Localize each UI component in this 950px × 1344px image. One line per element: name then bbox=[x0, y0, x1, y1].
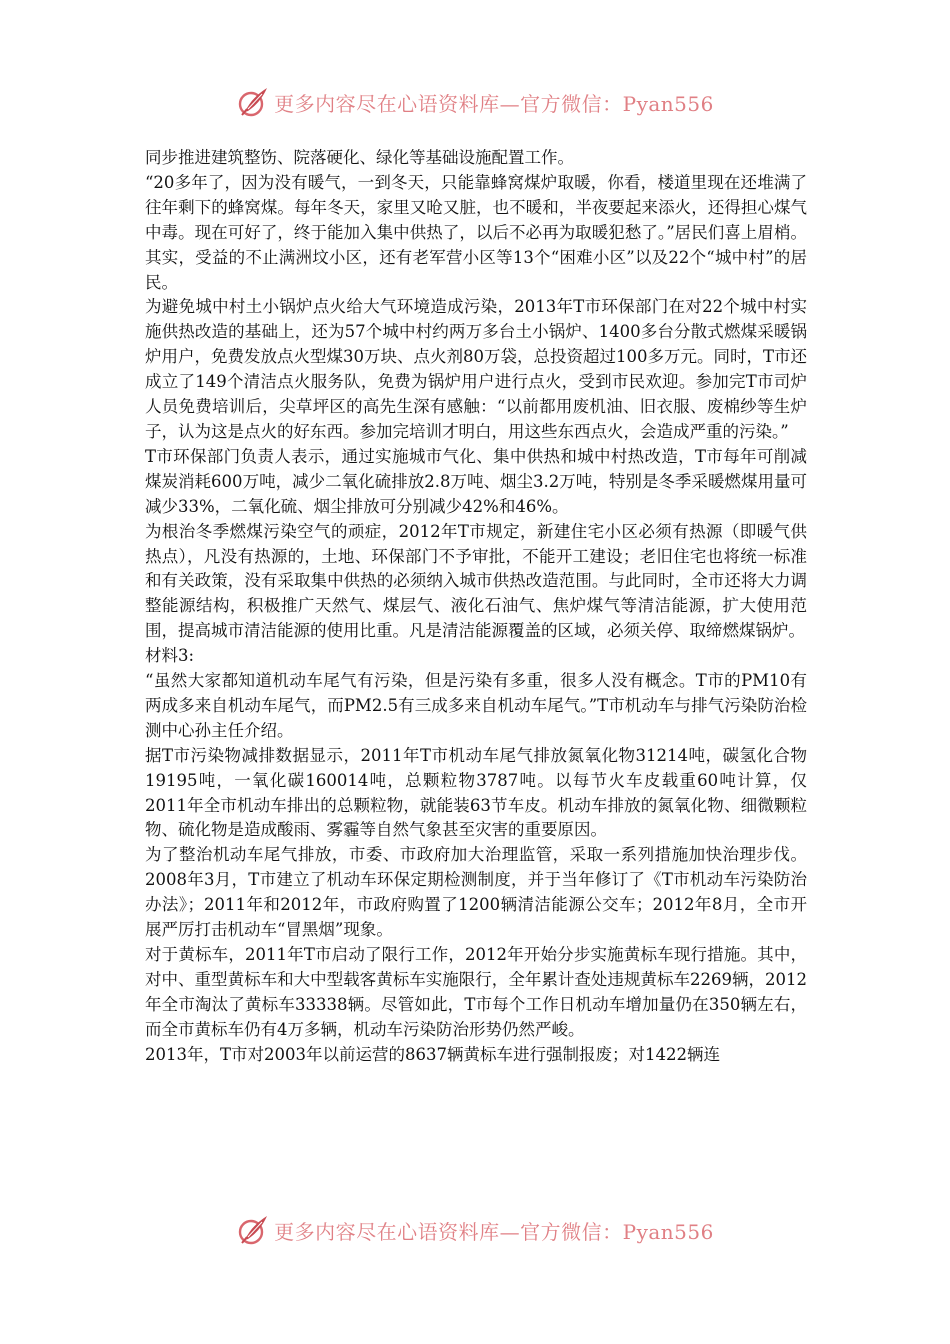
header-banner-inner bbox=[236, 85, 714, 119]
feather-pen-logo-icon bbox=[236, 85, 270, 119]
paragraph-5: 为根治冬季燃煤污染空气的顽症，2012年T市规定，新建住宅小区必须有热源（即暖气供热点），凡没有热源的，土地、环保部门不予审批，不能开工建设；老旧住宅也将统一标准和有关政策，没有采取集中供热的必须纳入城市供热改造范围。与此同时，全市还将大力调整能源结构，积极推广天然气、煤层气、液化石油气、焦炉煤气等清洁能源，扩大使用范围，提高城市清洁能源的使用比重。凡是清洁能源覆盖的区域，必须关停、取缔燃煤锅炉。 bbox=[145, 521, 807, 641]
paragraph-9: 对于黄标车，2011年T市启动了限行工作，2012年开始分步实施黄标车现行措施。其中，对中、重型黄标车和大中型载客黄标车实施限行，全年累计查处违规黄标车2269辆，2012年全市淘汰了黄标车33338辆。尽管如此，T市每个工作日机动车增加量仍在350辆左右，而全市黄标车仍有4万多辆，机动车污染防治形势仍然严峻。 bbox=[145, 945, 807, 1039]
footer-banner-inner bbox=[236, 1213, 714, 1247]
paragraph-10: 2013年，T市对2003年以前运营的8637辆黄标车进行强制报废；对1422辆连 bbox=[145, 1044, 720, 1064]
paragraph-4: T市环保部门负责人表示，通过实施城市气化、集中供热和城中村热改造，T市每年可削减煤炭消耗600万吨，减少二氧化硫排放2.8万吨、烟尘3.2万吨，特别是冬季采暖燃煤用量可减少33%，二氧化硫、烟尘排放可分别减少42%和46%。 bbox=[145, 446, 807, 516]
paragraph-3: 为避免城中村土小锅炉点火给大气环境造成污染，2013年T市环保部门在对22个城中村实施供热改造的基础上，还为57个城中村约两万多台土小锅炉、1400多台分散式燃煤采暖锅炉用户，免费发放点火型煤30万块、点火剂80万袋，总投资超过100多万元。同时，T市还成立了149个清洁点火服务队，免费为锅炉用户进行点火，受到市民欢迎。参加完T市司炉人员免费培训后，尖草坪区的高先生深有感触：“以前都用废机油、旧衣服、废棉纱等生炉子，认为这是点火的好东西。参加完培训才明白，用这些东西点火，会造成严重的污染。” bbox=[145, 297, 807, 441]
footer-banner-text: 更多内容尽在心语资料库—官方微信：Pyan556 bbox=[274, 1219, 714, 1244]
header-banner-text: 更多内容尽在心语资料库—官方微信：Pyan556 bbox=[274, 91, 714, 116]
paragraph-8: 为了整治机动车尾气排放，市委、市政府加大治理监管，采取一系列措施加快治理步伐。2008年3月，T市建立了机动车环保定期检测制度，并于当年修订了《T市机动车污染防治办法》；2011年和2012年，市政府购置了1200辆清洁能源公交车；2012年8月，全市开展严厉打击机动车“冒黑烟”现象。 bbox=[145, 845, 807, 940]
footer-banner bbox=[0, 1210, 950, 1250]
paragraph-6: “虽然大家都知道机动车尾气有污染，但是污染有多重，很多人没有概念。T市的PM10有两成多来自机动车尾气，而PM2.5有三成多来自机动车尾气。”T市机动车与排气污染防治检测中心孙主任介绍。 bbox=[145, 671, 807, 740]
paragraph-2: “20多年了，因为没有暖气，一到冬天，只能靠蜂窝煤炉取暖，你看，楼道里现在还堆满了往年剩下的蜂窝煤。每年冬天，家里又呛又脏，也不暖和，半夜要起来添火，还得担心煤气中毒。现在可好了，终于能加入集中供热了，以后不必再为取暖犯愁了。”居民们喜上眉梢。其实，受益的不止满洲坟小区，还有老军营小区等13个“困难小区”以及22个“城中村”的居民。 bbox=[145, 172, 807, 292]
header-banner bbox=[0, 82, 950, 122]
section-label-material-3: 材料3: bbox=[145, 646, 195, 666]
feather-pen-logo-icon bbox=[236, 1213, 270, 1247]
paragraph-1: 同步推进建筑整饬、院落硬化、绿化等基础设施配置工作。 bbox=[145, 148, 574, 167]
paragraph-7: 据T市污染物减排数据显示，2011年T市机动车尾气排放氮氧化物31214吨，碳氢化合物19195吨，一氧化碳160014吨，总颗粒物3787吨。以每节火车皮载重60吨计算，仅2011年全市机动车排出的总颗粒物，就能装63节车皮。机动车排放的氮氧化物、细微颗粒物、硫化物是造成酸雨、雾霾等自然气象甚至灾害的重要原因。 bbox=[145, 745, 807, 840]
document-body bbox=[145, 146, 807, 1068]
